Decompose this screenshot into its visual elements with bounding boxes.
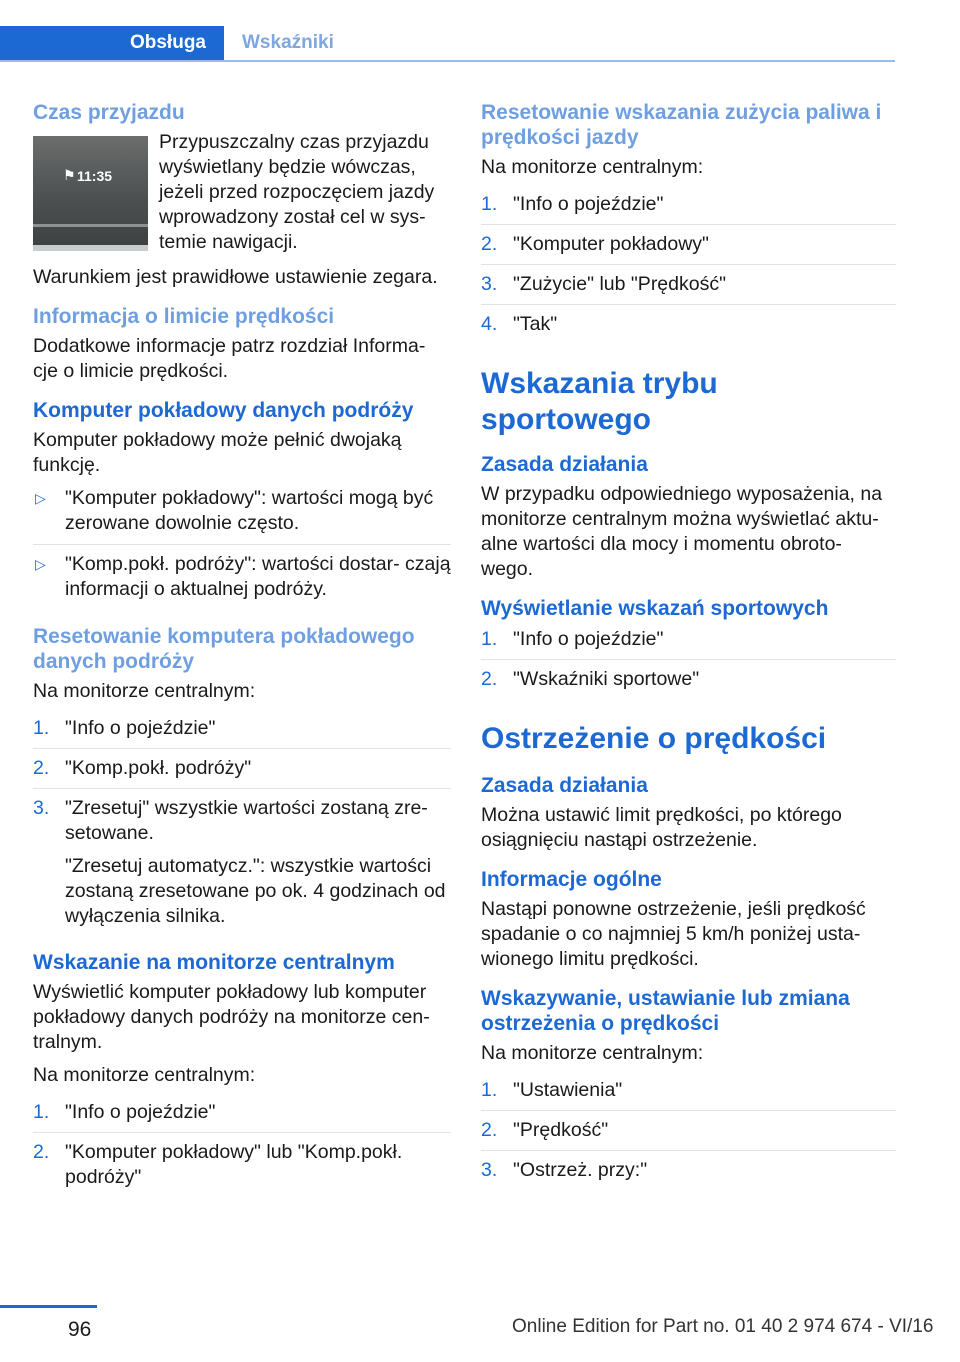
reset-consumption-heading: Resetowanie wskazania zużycia paliwa i prędkości jazdy	[481, 101, 882, 149]
list-item: 3. "Zresetuj" wszystkie wartości zostaną zre- setowane. "Zresetuj automatycz.": wszystkie wartości zostaną zresetowane po ok. 4 godzinach od wyłączenia silnika.	[33, 788, 451, 936]
speed-warning-steps	[481, 1078, 896, 1190]
speed-warning-general-heading: Informacje ogólne	[481, 868, 662, 891]
page-number: 96	[68, 1318, 92, 1341]
display-steps	[33, 1100, 451, 1197]
speed-warning-general-text: Nastąpi ponowne ostrzeżenie, jeśli prędkość spadanie o co najmniej 5 km/h poniżej usta- wionego limitu prędkości.	[481, 898, 866, 970]
image-stripe	[33, 224, 148, 227]
section-sport	[481, 366, 896, 699]
page-header	[0, 26, 895, 62]
sport-chapter-heading: Wskazania trybu sportowego	[481, 367, 718, 436]
list-item: 2. "Komputer pokładowy"	[481, 224, 896, 264]
footer-rule	[0, 1305, 97, 1308]
speed-limit-heading: Informacja o limicie prędkości	[33, 305, 335, 328]
sport-display-heading: Wyświetlanie wskazań sportowych	[481, 597, 829, 620]
arrival-text: Przypuszczalny czas przyjazdu wyświetlany będzie wówczas, jeżeli przed rozpoczęciem jazdy wprowadzony został cel w sys- temie nawigacji.	[159, 131, 435, 253]
speed-warning-intro: Na monitorze centralnym:	[481, 1042, 704, 1064]
sport-principle-heading: Zasada działania	[481, 453, 648, 476]
list-item: 2. "Prędkość"	[481, 1110, 896, 1150]
display-heading: Wskazanie na monitorze centralnym	[33, 951, 395, 974]
arrival-heading: Czas przyjazdu	[33, 101, 185, 124]
speed-limit-text: Dodatkowe informacje patrz rozdział Informa- cje o limicie prędkości.	[33, 335, 426, 382]
speed-warning-principle-heading: Zasada działania	[481, 774, 648, 797]
triangle-icon: ▷	[35, 490, 46, 506]
list-item: ▷ "Komputer pokładowy": wartości mogą być zerowane dowolnie często.	[35, 487, 434, 534]
list-item: 1. "Info o pojeździe"	[33, 717, 216, 739]
display-text: Wyświetlić komputer pokładowy lub komputer pokładowy danych podróży na monitorze cen- tralnym.	[33, 981, 430, 1053]
arrival-time-value: 11:35	[77, 168, 113, 184]
sport-steps	[481, 627, 896, 699]
list-item: 1. "Ustawienia"	[481, 1079, 623, 1101]
tab-obsluga[interactable]: Obsługa	[0, 26, 224, 60]
speed-warning-set-heading: Wskazywanie, ustawianie lub zmiana ostrzeżenia o prędkości	[481, 987, 850, 1035]
section-speed-warning	[481, 721, 896, 1190]
triangle-icon: ▷	[35, 556, 46, 572]
list-item: 1. "Info o pojeździe"	[481, 193, 664, 215]
computer-heading: Komputer pokładowy danych podróży	[33, 399, 414, 422]
list-item: 2. "Komp.pokł. podróży"	[33, 748, 451, 788]
display-intro: Na monitorze centralnym:	[33, 1064, 256, 1086]
reset-heading: Resetowanie komputera pokładowego danych podróży	[33, 625, 415, 673]
edition-text: Online Edition for Part no. 01 40 2 974 674 - VI/16	[512, 1316, 934, 1337]
section-computer	[33, 398, 451, 610]
list-item: 3. "Ostrzeż. przy:"	[481, 1150, 896, 1190]
list-item: 4. "Tak"	[481, 304, 896, 344]
speed-warning-chapter-heading: Ostrzeżenie o prędkości	[481, 722, 827, 755]
list-item: 3. "Zużycie" lub "Prędkość"	[481, 264, 896, 304]
arrival-time-image	[33, 136, 148, 251]
list-item: 2. "Komputer pokładowy" lub "Komp.pokł. podróży"	[33, 1132, 451, 1197]
list-item: ▷ "Komp.pokł. podróży": wartości dostar- czają informacji o aktualnej podróży.	[33, 544, 451, 610]
arrival-note: Warunkiem jest prawidłowe ustawienie zegara.	[33, 266, 438, 288]
header-rule	[0, 60, 895, 62]
section-speed-limit	[33, 304, 451, 384]
section-arrival	[33, 100, 451, 290]
left-column	[33, 100, 451, 1197]
speed-warning-principle-text: Można ustawić limit prędkości, po którego osiągnięciu nastąpi ostrzeżenie.	[481, 804, 842, 851]
list-item: 2. "Wskaźniki sportowe"	[481, 659, 896, 699]
right-column	[481, 100, 896, 1190]
sport-principle-text: W przypadku odpowiedniego wyposażenia, na monitorze centralnym można wyświetlać aktu- alne wartości dla mocy i momentu obroto- wego.	[481, 483, 883, 580]
reset-step-note: "Zresetuj automatycz.": wszystkie wartości zostaną zresetowane po ok. 4 godzinach od wyłączenia silnika.	[65, 855, 446, 927]
arrival-block	[33, 130, 451, 255]
list-item: 1. "Info o pojeździe"	[481, 628, 664, 650]
list-item: 1. "Info o pojeździe"	[33, 1101, 216, 1123]
reset-steps	[33, 716, 451, 936]
section-reset	[33, 624, 451, 936]
reset-consumption-intro: Na monitorze centralnym:	[481, 156, 704, 178]
computer-list	[33, 486, 451, 610]
flag-icon: ⚑	[63, 167, 76, 183]
computer-text: Komputer pokładowy może pełnić dwojaką funkcję.	[33, 429, 402, 476]
section-reset-consumption	[481, 100, 896, 344]
section-display	[33, 950, 451, 1197]
reset-consumption-steps	[481, 192, 896, 344]
reset-intro: Na monitorze centralnym:	[33, 680, 256, 702]
tab-wskazniki[interactable]: Wskaźniki	[242, 32, 334, 53]
